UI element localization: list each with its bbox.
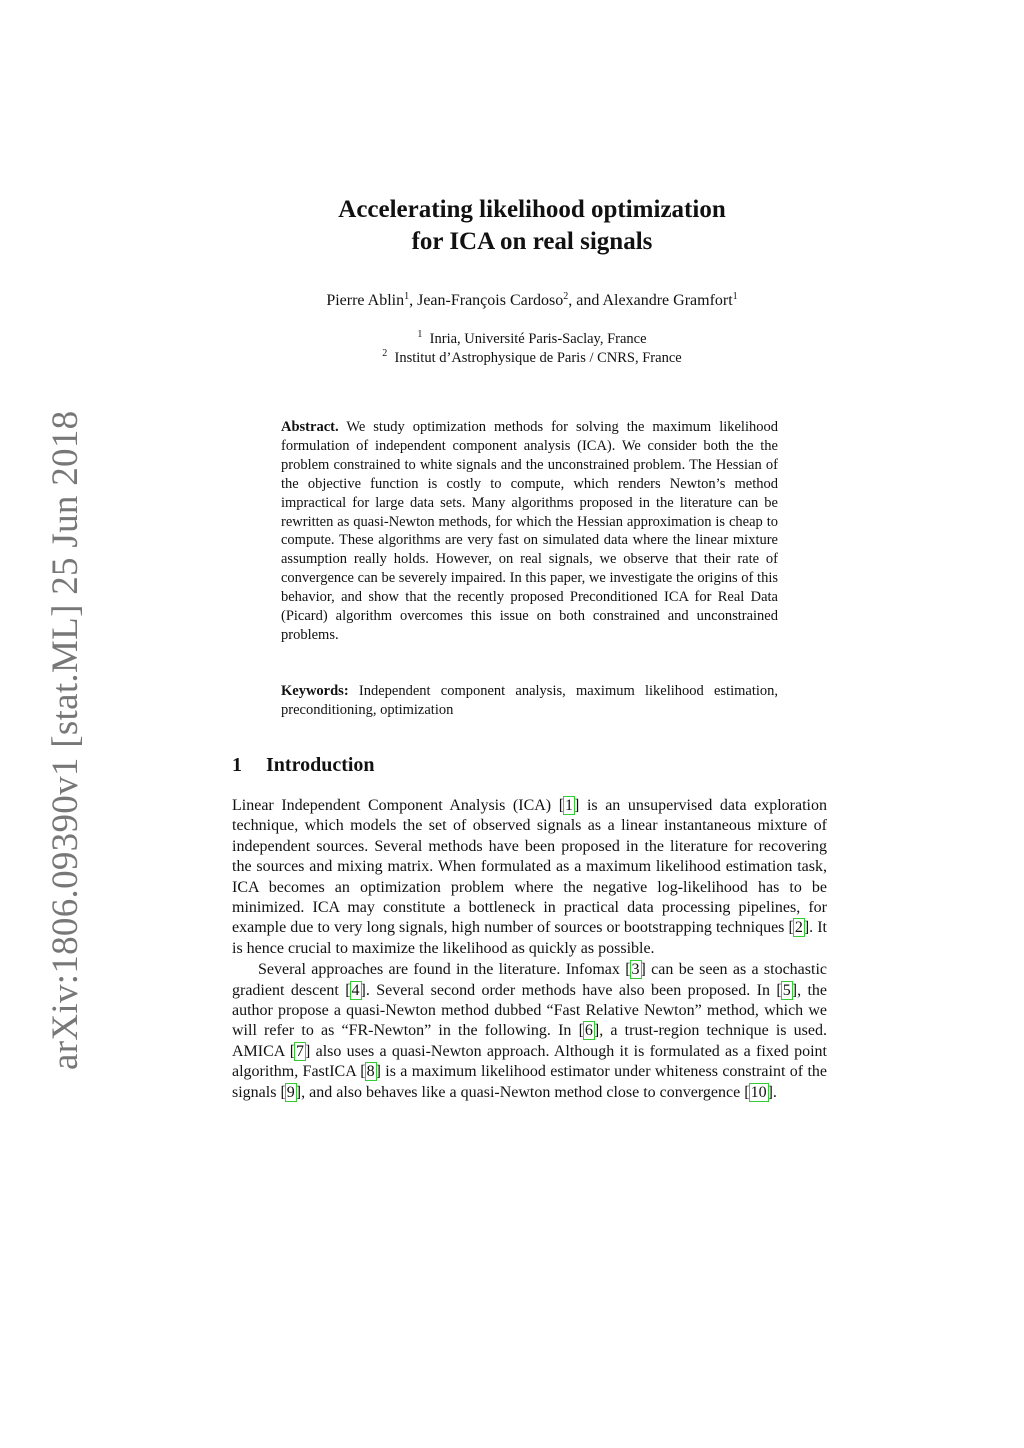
- keywords: [281, 682, 778, 720]
- paragraph-text: . It is hence crucial to maximize the likelihood as quickly as possible.: [232, 919, 827, 957]
- paper-title: [0, 194, 1024, 258]
- affiliations: [0, 330, 1024, 368]
- paragraph-text: Linear Independent Component Analysis (ICA): [232, 797, 559, 814]
- introduction-body: [232, 796, 827, 1103]
- paragraph-text: also uses a quasi-Newton approach. Although it is formulated as a fixed point algorithm, FastICA: [232, 1042, 828, 1081]
- paragraph: Several approaches are found in the literature. Infomax [3] can be seen as a stochastic gradient descent [4]. Several second order methods have also been proposed. In [5], the author propose a quasi-Newton method dubbed “Fast Relative Newton” method, which we will refer to as “FR-Newton” in the following. In [6], a trust-region technique is used. AMICA [7] also uses a quasi-Newton approach. Although it is formulated as a fixed point algorithm, FastICA [8] is a maximum likelihood estimator under whiteness constraint of the signals [9], and also behaves like a quasi-Newton method close to convergence [10].: [232, 961, 828, 1101]
- affiliation: $^1$ Inria, Université Paris-Saclay, France: [417, 329, 647, 347]
- paragraph-text: Several approaches are found in the literature. Infomax: [258, 961, 626, 979]
- author: Jean-François Cardoso$^2$, and: [417, 291, 603, 309]
- paragraph-text: is a maximum likelihood estimator under whiteness constraint of the signals: [232, 1063, 828, 1101]
- paragraph-text: , and also behaves like a quasi-Newton method close to convergence: [301, 1083, 745, 1101]
- paragraph-text: , the author propose a quasi-Newton method dubbed “Fast Relative Newton” method, which we will refer to as “FR-Newton” in the following. In: [232, 981, 828, 1040]
- affiliation: $^2$ Institut d’Astrophysique de Paris / CNRS, France: [382, 348, 682, 366]
- citation-link[interactable]: 10: [750, 1083, 767, 1101]
- citation-link[interactable]: 3: [631, 961, 640, 979]
- paragraph-text: .: [772, 1083, 777, 1101]
- paragraph-text: , a trust-region technique is used. AMICA: [232, 1022, 827, 1060]
- keywords-text: Independent component analysis, maximum likelihood estimation, preconditioning, optimization: [281, 683, 778, 718]
- abstract-label: Abstract.: [281, 419, 339, 435]
- title-line-1: Accelerating likelihood optimization: [338, 196, 726, 223]
- author: Alexandre Gramfort$^1$: [602, 291, 738, 309]
- title-line-2: for ICA on real signals: [411, 228, 653, 255]
- abstract: [281, 418, 778, 645]
- paragraph-text: . Several second order methods have also been proposed. In: [365, 981, 777, 999]
- citation-link[interactable]: 1: [565, 797, 574, 814]
- author-list: [0, 292, 1024, 310]
- citation-link[interactable]: 9: [286, 1083, 295, 1101]
- arxiv-identifier: arXiv:1806.09390v1 [stat.ML] 25 Jun 2018: [45, 410, 86, 1070]
- citation-link[interactable]: 8: [366, 1063, 375, 1081]
- section-number: 1: [232, 754, 242, 776]
- paragraph-text: can be seen as a stochastic gradient descent: [232, 961, 827, 999]
- citation-link[interactable]: 6: [584, 1022, 593, 1040]
- abstract-text: We study optimization methods for solving the maximum likelihood formulation of independent component analysis (ICA). We consider both the the problem constrained to white signals and the unconstrained problem. The Hessian of the objective function is costly to compute, which renders Newton’s method impractical for large data sets. Many algorithms proposed in the literature can be rewritten as quasi-Newton methods, for which the Hessian approximation is cheap to compute. These algorithms are very fast on simulated data where the linear mixture assumption really holds. However, on real signals, we observe that their rate of convergence can be severely impaired. In this paper, we investigate the origins of this behavior, and show that the recently proposed Preconditioned ICA for Real Data (Picard) algorithm overcomes this issue on both constrained and unconstrained problems.: [281, 419, 778, 643]
- section-heading: [232, 754, 375, 777]
- citation-link[interactable]: 2: [794, 919, 803, 937]
- author: Pierre Ablin$^1$,: [326, 291, 418, 309]
- paragraph: Linear Independent Component Analysis (ICA) [1] is an unsupervised data exploration technique, which models the set of observed signals as a linear instantaneous mixture of independent sources. Several methods have been proposed in the literature for recovering the sources and mixing matrix. When formulated as a maximum likelihood estimation task, ICA becomes an optimization problem where the negative log-likelihood has to be minimized. ICA may constitute a bottleneck in practical data processing pipelines, for example due to very long signals, high number of sources or bootstrapping techniques [2]. It is hence crucial to maximize the likelihood as quickly as possible.: [232, 797, 827, 957]
- citation-link[interactable]: 7: [296, 1042, 305, 1060]
- citation-link[interactable]: 5: [782, 981, 791, 999]
- keywords-label: Keywords:: [281, 683, 349, 699]
- section-title: Introduction: [266, 754, 375, 776]
- citation-link[interactable]: 4: [351, 981, 360, 999]
- paragraph-text: is an unsupervised data exploration technique, which models the set of observed signals as a linear instantaneous mixture of independent sources. Several methods have been proposed in the literature for recovering the sources and mixing matrix. When formulated as a maximum likelihood estimation task, ICA becomes an optimization problem where the negative log-likelihood has to be minimized. ICA may constitute a bottleneck in practical data processing pipelines, for example due to very long signals, high number of sources or bootstrapping techniques: [232, 797, 827, 937]
